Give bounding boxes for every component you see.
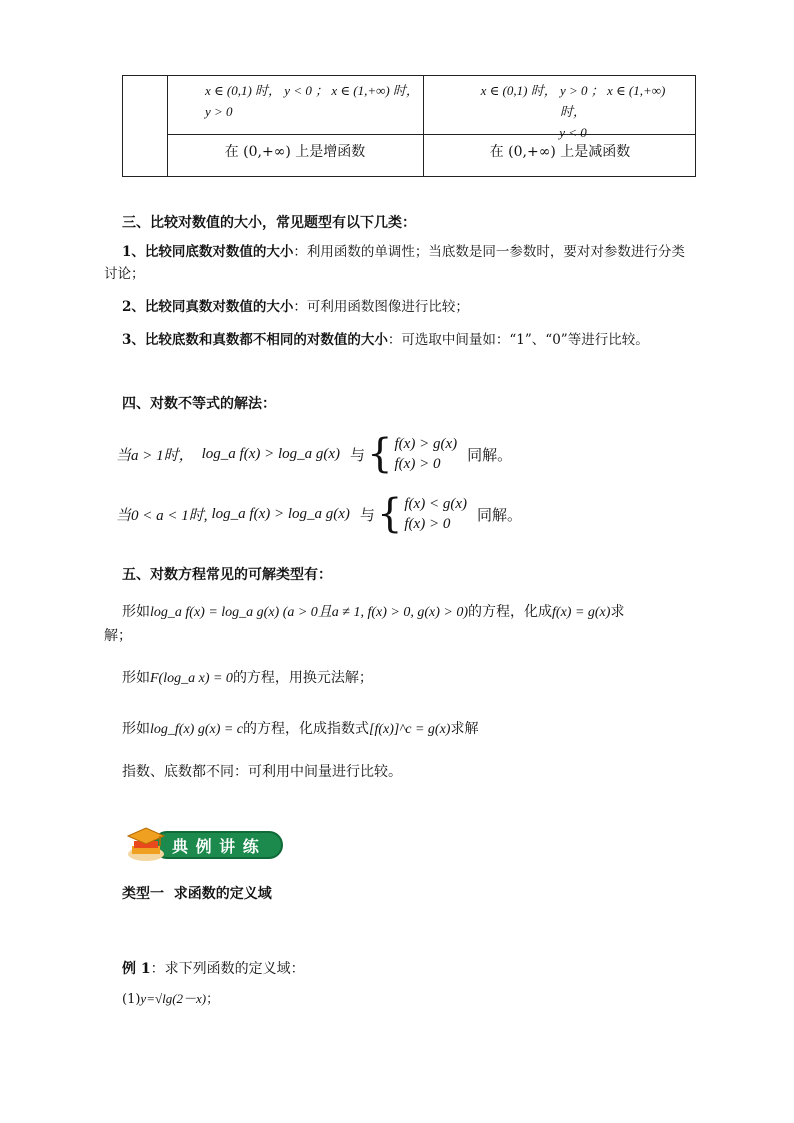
cell-text: x ∈ (0,1) 时， y > 0 ； x ∈ (1,+∞) 时， — [480, 83, 666, 119]
para-text: 形如 — [122, 670, 150, 686]
equation: f(x) = g(x) — [552, 605, 611, 620]
example1-sub1 — [122, 988, 219, 1007]
para-text: 求 — [610, 604, 625, 620]
example-text: ：求下列函数的定义域： — [150, 961, 305, 977]
inequality-expr: log_a f(x) > log_a g(x) — [211, 505, 350, 522]
equation: log_a f(x) = log_a g(x) (a > 0且a ≠ 1, f(x) > 0, g(x) > 0) — [150, 605, 469, 620]
section3-item3 — [122, 328, 649, 348]
type1-heading: 类型一 求函数的定义域 — [122, 886, 272, 902]
equation-type-1-cont: 解； — [104, 628, 132, 644]
condition-text: 当a > 1时， — [116, 447, 194, 464]
example-label: 例 1 — [122, 961, 151, 977]
equation: log_f(x) g(x) = c — [150, 722, 244, 737]
item-text: ：利用函数的单调性；当底数是同一参数时，要对对参数进行分类 — [293, 244, 685, 260]
item-text: ：可选取中间量如：“1”、“0”等进行比较。 — [387, 332, 649, 348]
system-line: f(x) > g(x) — [394, 436, 458, 452]
section3-item1 — [122, 242, 700, 262]
equation-type-4: 指数、底数都不同：可利用中间量进行比较。 — [122, 764, 402, 780]
para-text: 的方程，化成指数式 — [243, 721, 370, 737]
cell-text: y > 0 — [205, 104, 233, 119]
section5-heading: 五、对数方程常见的可解类型有： — [122, 567, 332, 583]
item-label: 2、比较同真数对数值的大小 — [122, 299, 294, 315]
para-text: 求解 — [450, 721, 479, 737]
system-line: f(x) < g(x) — [404, 496, 467, 512]
inequality-case-2 — [116, 492, 522, 536]
cell-text: y < 0 — [559, 125, 587, 140]
para-text: 形如 — [122, 721, 150, 737]
para-text: 的方程，化成 — [468, 604, 553, 620]
suffix-text: 同解。 — [467, 445, 513, 464]
item-text: ：可利用函数图像进行比较； — [293, 299, 469, 315]
cell-text: 在 (0,+∞) 上是减函数 — [489, 144, 631, 160]
cell-text: 在 (0,+∞) 上是增函数 — [224, 144, 366, 160]
equation-type-1 — [122, 601, 624, 621]
system-brace: { — [376, 491, 403, 537]
table-cell-right-r2 — [423, 142, 697, 163]
banner-title: 典 例 讲 练 — [172, 837, 260, 856]
condition-text: 当0 < a < 1时, — [116, 507, 208, 524]
section4-heading: 四、对数不等式的解法： — [122, 396, 276, 412]
table-cell-left-r1 — [205, 80, 419, 122]
sub-number: (1) — [122, 992, 141, 1007]
table-cell-left-r2 — [167, 142, 423, 163]
inequality-case-1 — [116, 432, 512, 476]
example-banner — [124, 824, 286, 864]
equation: [f(x)]^c = g(x) — [369, 722, 451, 737]
system-line: f(x) > 0 — [394, 456, 441, 472]
system-line: f(x) > 0 — [404, 516, 451, 532]
equation: y=√lg(2－x) — [140, 991, 207, 1006]
with-text: 与 — [359, 505, 375, 524]
para-text: 形如 — [122, 604, 150, 620]
with-text: 与 — [350, 445, 366, 464]
equation: F(log_a x) = 0 — [150, 671, 233, 686]
properties-table — [122, 75, 696, 177]
item-label: 3、比较底数和真数都不相同的对数值的大小 — [122, 332, 388, 348]
section3-item2 — [122, 295, 469, 315]
example1-heading — [122, 958, 305, 978]
cell-text: x ∈ (0,1) 时， y < 0 ； x ∈ (1,+∞) 时， — [205, 83, 419, 98]
inequality-expr: log_a f(x) > log_a g(x) — [201, 445, 341, 462]
section3-heading: 三、比较对数值的大小，常见题型有以下几类： — [122, 215, 416, 231]
item-label: 1、比较同底数对数值的大小 — [122, 244, 294, 260]
table-cell-right-r1 — [473, 80, 673, 143]
equation-type-3 — [122, 718, 478, 738]
equation-type-2 — [122, 667, 373, 687]
suffix-text: 同解。 — [476, 505, 522, 524]
para-text: 的方程，用换元法解； — [232, 670, 373, 686]
inequality-system — [395, 434, 458, 474]
inequality-system — [404, 494, 467, 534]
system-brace: { — [367, 431, 393, 477]
sub-end: ； — [206, 992, 220, 1007]
section3-item1-cont: 讨论； — [104, 266, 145, 282]
